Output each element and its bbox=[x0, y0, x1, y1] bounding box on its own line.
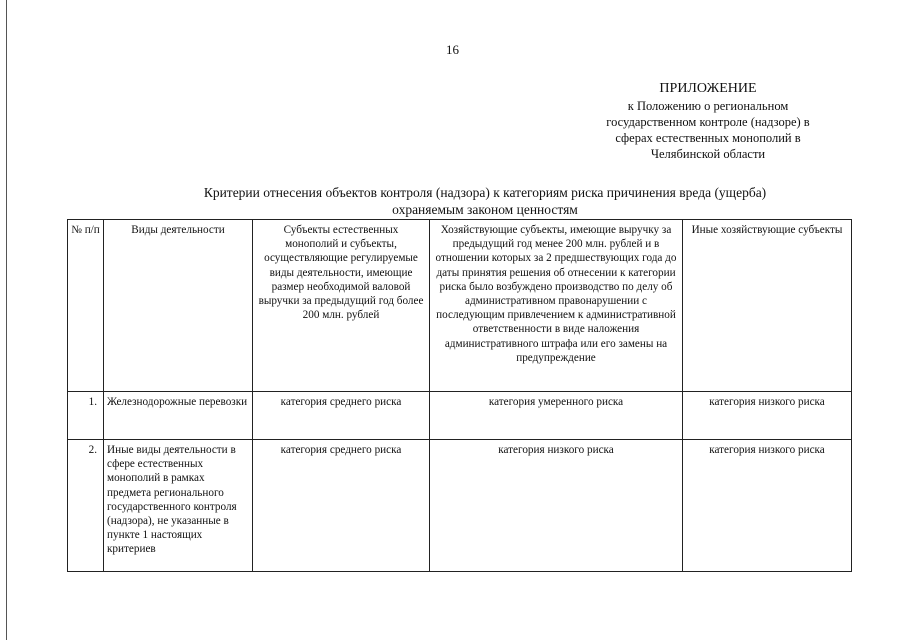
document-title-line: Критерии отнесения объектов контроля (надзора) к категориям риска причинения вреда (ущерба) bbox=[203, 185, 767, 200]
table-row bbox=[68, 392, 852, 440]
row-kind: Железнодорожные перевозки bbox=[104, 392, 253, 440]
appendix-line: сферах естественных монополий в bbox=[615, 131, 801, 145]
row-col-b: категория умеренного риска bbox=[430, 392, 683, 440]
row-col-b: категория низкого риска bbox=[430, 440, 683, 572]
row-col-c: категория низкого риска bbox=[683, 392, 852, 440]
page-left-border bbox=[6, 0, 7, 640]
row-col-a: категория среднего риска bbox=[253, 392, 430, 440]
appendix-line: к Положению о региональном bbox=[627, 99, 789, 113]
row-col-a: категория среднего риска bbox=[253, 440, 430, 572]
appendix-line: Челябинской области bbox=[650, 147, 766, 161]
document-title bbox=[140, 184, 830, 218]
header-kind: Виды деятельности bbox=[104, 220, 253, 392]
appendix-block bbox=[577, 80, 839, 162]
appendix-heading: ПРИЛОЖЕНИЕ bbox=[659, 81, 757, 96]
appendix-line: государственном контроле (надзоре) в bbox=[606, 115, 810, 129]
criteria-table bbox=[67, 219, 852, 572]
row-num: 1. bbox=[68, 392, 104, 440]
row-col-c: категория низкого риска bbox=[683, 440, 852, 572]
table-row bbox=[68, 440, 852, 572]
page-number: 16 bbox=[446, 42, 459, 57]
table-header-row bbox=[68, 220, 852, 392]
document-title-line: охраняемым законом ценностям bbox=[392, 202, 578, 217]
row-kind: Иные виды деятельности в сфере естественных монополий в рамках предмета регионального государственного контроля (надзора), не указанные в пункте 1 настоящих критериев bbox=[104, 440, 253, 572]
header-col-b: Хозяйствующие субъекты, имеющие выручку за предыдущий год менее 200 млн. рублей и в отношении которых за 2 предшествующих года до даты принятия решения об отнесении к категории риска было возбуждено производство по делу об административном правонарушении с последующим привлечением к административной ответственности в виде наложения административного штрафа или его замены на предупреждение bbox=[430, 220, 683, 392]
header-num: № п/п bbox=[68, 220, 104, 392]
header-col-a: Субъекты естественных монополий и субъекты, осуществляющие регулируемые виды деятельности, имеющие размер необходимой валовой выручки за предыдущий год более 200 млн. рублей bbox=[253, 220, 430, 392]
header-col-c: Иные хозяйствующие субъекты bbox=[683, 220, 852, 392]
row-num: 2. bbox=[68, 440, 104, 572]
